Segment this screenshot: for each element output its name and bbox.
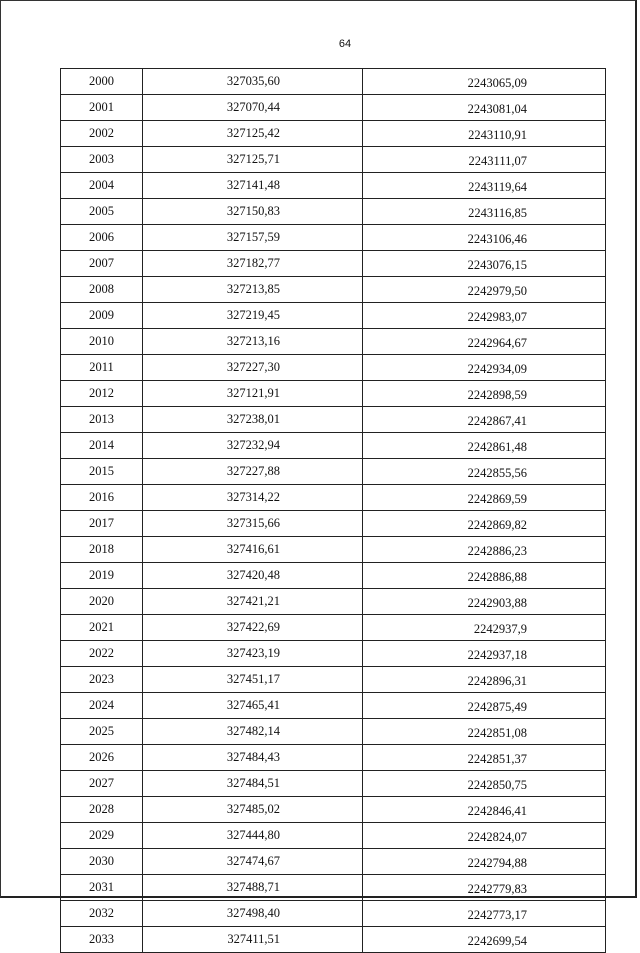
- table-row: [61, 693, 606, 719]
- table-row: [61, 407, 606, 433]
- y-coordinate-cell: 2243111,07: [363, 147, 606, 173]
- y-coordinate-cell: 2243065,09: [363, 69, 606, 95]
- table-row: [61, 485, 606, 511]
- point-number-cell: 2024: [61, 693, 143, 719]
- point-number-cell: 2017: [61, 511, 143, 537]
- point-number-cell: 2019: [61, 563, 143, 589]
- y-coordinate-cell: 2242937,9: [363, 615, 606, 641]
- y-coordinate-cell: 2242861,48: [363, 433, 606, 459]
- table-row: [61, 797, 606, 823]
- table-row: [61, 303, 606, 329]
- point-number-cell: 2004: [61, 173, 143, 199]
- table-row: [61, 381, 606, 407]
- table-row: [61, 823, 606, 849]
- table-row: [61, 433, 606, 459]
- table-row: [61, 667, 606, 693]
- point-number-cell: 2000: [61, 69, 143, 95]
- point-number-cell: 2012: [61, 381, 143, 407]
- x-coordinate-cell: 327422,69: [143, 615, 363, 641]
- point-number-cell: 2005: [61, 199, 143, 225]
- table-row: [61, 745, 606, 771]
- table-row: [61, 563, 606, 589]
- y-coordinate-cell: 2242794,88: [363, 849, 606, 875]
- point-number-cell: 2009: [61, 303, 143, 329]
- point-number-cell: 2007: [61, 251, 143, 277]
- table-row: [61, 511, 606, 537]
- y-coordinate-cell: 2243119,64: [363, 173, 606, 199]
- point-number-cell: 2022: [61, 641, 143, 667]
- table-row: [61, 875, 606, 901]
- table-row: [61, 771, 606, 797]
- x-coordinate-cell: 327416,61: [143, 537, 363, 563]
- y-coordinate-cell: 2242886,23: [363, 537, 606, 563]
- table-row: [61, 589, 606, 615]
- x-coordinate-cell: 327474,67: [143, 849, 363, 875]
- x-coordinate-cell: 327465,41: [143, 693, 363, 719]
- table-row: [61, 225, 606, 251]
- point-number-cell: 2025: [61, 719, 143, 745]
- table-row: [61, 641, 606, 667]
- x-coordinate-cell: 327213,16: [143, 329, 363, 355]
- table-row: [61, 95, 606, 121]
- point-number-cell: 2008: [61, 277, 143, 303]
- point-number-cell: 2030: [61, 849, 143, 875]
- table-row: [61, 69, 606, 95]
- x-coordinate-cell: 327219,45: [143, 303, 363, 329]
- point-number-cell: 2031: [61, 875, 143, 901]
- y-coordinate-cell: 2242869,82: [363, 511, 606, 537]
- x-coordinate-cell: 327070,44: [143, 95, 363, 121]
- point-number-cell: 2014: [61, 433, 143, 459]
- table-row: [61, 173, 606, 199]
- y-coordinate-cell: 2242851,37: [363, 745, 606, 771]
- y-coordinate-cell: 2242773,17: [363, 901, 606, 927]
- point-number-cell: 2028: [61, 797, 143, 823]
- table-row: [61, 459, 606, 485]
- point-number-cell: 2016: [61, 485, 143, 511]
- point-number-cell: 2001: [61, 95, 143, 121]
- y-coordinate-cell: 2242850,75: [363, 771, 606, 797]
- point-number-cell: 2026: [61, 745, 143, 771]
- x-coordinate-cell: 327150,83: [143, 199, 363, 225]
- x-coordinate-cell: 327141,48: [143, 173, 363, 199]
- x-coordinate-cell: 327315,66: [143, 511, 363, 537]
- y-coordinate-cell: 2242824,07: [363, 823, 606, 849]
- table-row: [61, 251, 606, 277]
- y-coordinate-cell: 2242903,88: [363, 589, 606, 615]
- point-number-cell: 2006: [61, 225, 143, 251]
- x-coordinate-cell: 327482,14: [143, 719, 363, 745]
- x-coordinate-cell: 327157,59: [143, 225, 363, 251]
- y-coordinate-cell: 2243116,85: [363, 199, 606, 225]
- y-coordinate-cell: 2242699,54: [363, 927, 606, 953]
- x-coordinate-cell: 327411,51: [143, 927, 363, 953]
- point-number-cell: 2029: [61, 823, 143, 849]
- y-coordinate-cell: 2243081,04: [363, 95, 606, 121]
- y-coordinate-cell: 2242937,18: [363, 641, 606, 667]
- point-number-cell: 2010: [61, 329, 143, 355]
- x-coordinate-cell: 327125,71: [143, 147, 363, 173]
- coordinates-table-body: [61, 69, 606, 953]
- x-coordinate-cell: 327232,94: [143, 433, 363, 459]
- x-coordinate-cell: 327484,43: [143, 745, 363, 771]
- point-number-cell: 2020: [61, 589, 143, 615]
- table-row: [61, 719, 606, 745]
- page-number: 64: [338, 38, 352, 50]
- table-row: [61, 901, 606, 927]
- table-row: [61, 355, 606, 381]
- x-coordinate-cell: 327125,42: [143, 121, 363, 147]
- y-coordinate-cell: 2243110,91: [363, 121, 606, 147]
- point-number-cell: 2002: [61, 121, 143, 147]
- table-row: [61, 199, 606, 225]
- y-coordinate-cell: 2243076,15: [363, 251, 606, 277]
- y-coordinate-cell: 2242983,07: [363, 303, 606, 329]
- x-coordinate-cell: 327227,88: [143, 459, 363, 485]
- y-coordinate-cell: 2242934,09: [363, 355, 606, 381]
- table-row: [61, 147, 606, 173]
- point-number-cell: 2021: [61, 615, 143, 641]
- point-number-cell: 2023: [61, 667, 143, 693]
- x-coordinate-cell: 327238,01: [143, 407, 363, 433]
- point-number-cell: 2011: [61, 355, 143, 381]
- point-number-cell: 2003: [61, 147, 143, 173]
- table-row: [61, 329, 606, 355]
- y-coordinate-cell: 2242964,67: [363, 329, 606, 355]
- x-coordinate-cell: 327213,85: [143, 277, 363, 303]
- x-coordinate-cell: 327035,60: [143, 69, 363, 95]
- table-row: [61, 121, 606, 147]
- y-coordinate-cell: 2242851,08: [363, 719, 606, 745]
- y-coordinate-cell: 2242979,50: [363, 277, 606, 303]
- y-coordinate-cell: 2242867,41: [363, 407, 606, 433]
- x-coordinate-cell: 327121,91: [143, 381, 363, 407]
- x-coordinate-cell: 327498,40: [143, 901, 363, 927]
- point-number-cell: 2033: [61, 927, 143, 953]
- point-number-cell: 2018: [61, 537, 143, 563]
- point-number-cell: 2032: [61, 901, 143, 927]
- y-coordinate-cell: 2243106,46: [363, 225, 606, 251]
- point-number-cell: 2027: [61, 771, 143, 797]
- y-coordinate-cell: 2242779,83: [363, 875, 606, 901]
- y-coordinate-cell: 2242896,31: [363, 667, 606, 693]
- table-row: [61, 927, 606, 953]
- table-row: [61, 277, 606, 303]
- y-coordinate-cell: 2242898,59: [363, 381, 606, 407]
- point-number-cell: 2013: [61, 407, 143, 433]
- table-row: [61, 537, 606, 563]
- x-coordinate-cell: 327182,77: [143, 251, 363, 277]
- x-coordinate-cell: 327485,02: [143, 797, 363, 823]
- x-coordinate-cell: 327423,19: [143, 641, 363, 667]
- y-coordinate-cell: 2242886,88: [363, 563, 606, 589]
- y-coordinate-cell: 2242855,56: [363, 459, 606, 485]
- x-coordinate-cell: 327314,22: [143, 485, 363, 511]
- table-row: [61, 849, 606, 875]
- x-coordinate-cell: 327451,17: [143, 667, 363, 693]
- point-number-cell: 2015: [61, 459, 143, 485]
- x-coordinate-cell: 327444,80: [143, 823, 363, 849]
- y-coordinate-cell: 2242869,59: [363, 485, 606, 511]
- x-coordinate-cell: 327421,21: [143, 589, 363, 615]
- coordinates-table: [60, 68, 606, 953]
- x-coordinate-cell: 327227,30: [143, 355, 363, 381]
- x-coordinate-cell: 327484,51: [143, 771, 363, 797]
- x-coordinate-cell: 327488,71: [143, 875, 363, 901]
- y-coordinate-cell: 2242875,49: [363, 693, 606, 719]
- y-coordinate-cell: 2242846,41: [363, 797, 606, 823]
- x-coordinate-cell: 327420,48: [143, 563, 363, 589]
- table-row: [61, 615, 606, 641]
